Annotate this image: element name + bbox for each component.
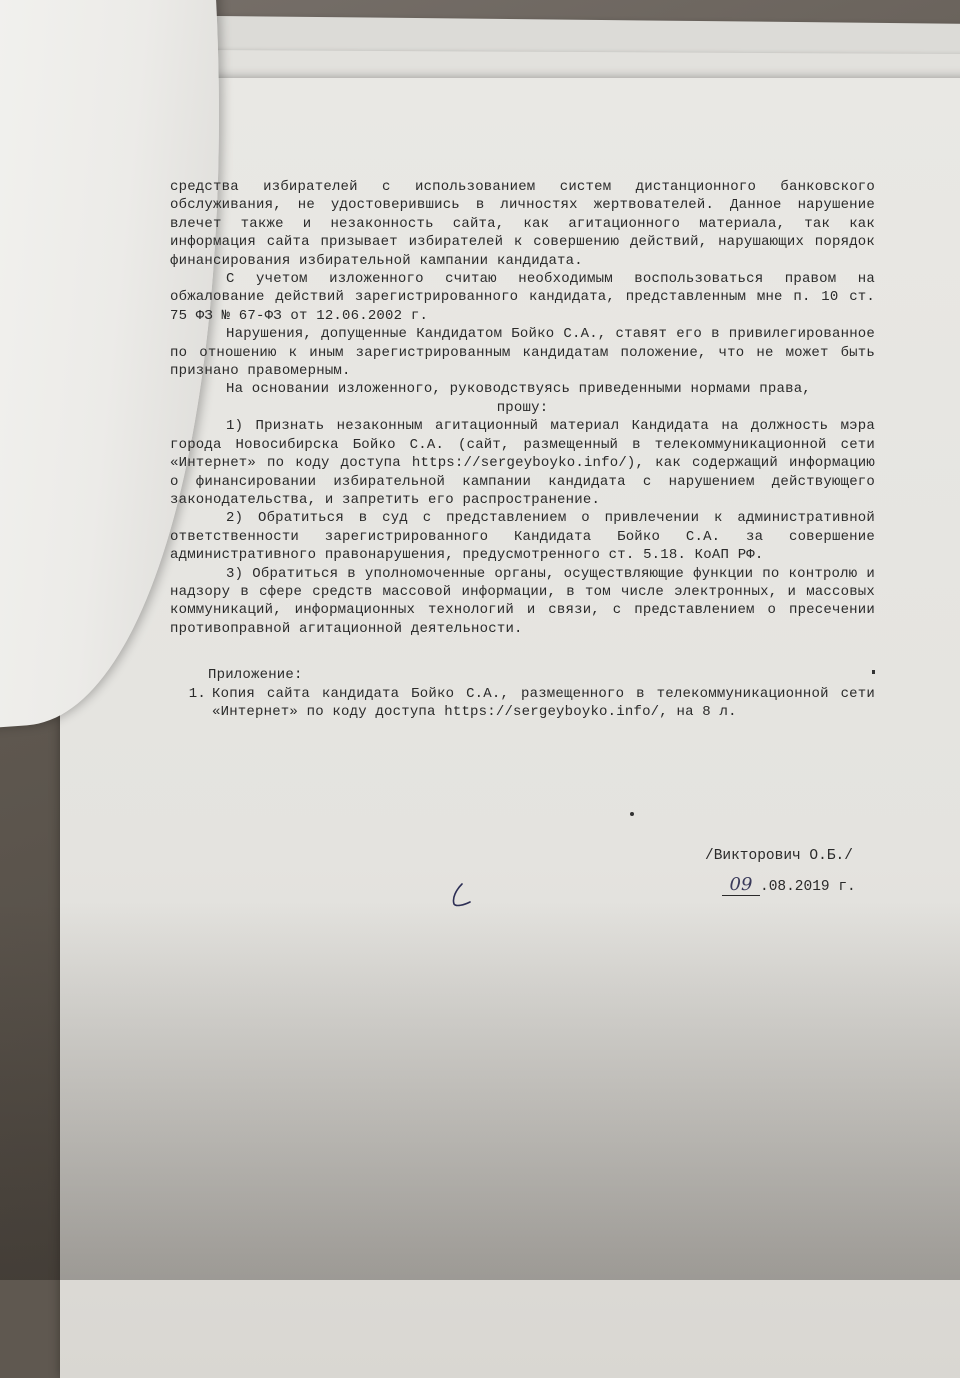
- signature-date: [722, 874, 856, 896]
- ink-dot: [630, 812, 634, 816]
- paragraph: С учетом изложенного считаю необходимым воспользоваться правом на обжалование действий зарегистрированного кандидата, представленным мне п. 10 ст. 75 ФЗ № 67-ФЗ от 12.06.2002 г.: [170, 271, 875, 324]
- appendix-item: [170, 685, 875, 722]
- paragraph: Нарушения, допущенные Кандидатом Бойко С.А., ставят его в привилегированное по отношению к иным зарегистрированным кандидатам положение, что не может быть признано правомерным.: [170, 326, 875, 380]
- paragraph: средства избирателей с использованием систем дистанционного банковского обслуживания, не удостоверившись в личностях жертвователей. Данное нарушение влечет также и незаконность сайта, как агитационного материала, так как информация сайта призывает избирателей к совершению действий, нарушающих порядок финансирования избирательной кампании кандидата.: [170, 179, 875, 269]
- document-body: [170, 178, 875, 721]
- appendix-item-text: Копия сайта кандидата Бойко С.А., размещенного в телекоммуникационной сети «Интернет» по коду доступа https://sergeyboyko.info/, на 8 л.: [212, 685, 875, 720]
- handwritten-mark-icon: [448, 880, 478, 910]
- date-rest: .08.2019 г.: [760, 879, 856, 895]
- handwritten-day: 09: [722, 874, 760, 896]
- request-heading: прошу:: [496, 399, 549, 416]
- paragraph: На основании изложенного, руководствуясь приведенными нормами права,: [226, 381, 811, 398]
- request-item: 2) Обратиться в суд с представлением о привлечении к административной ответственности зарегистрированного Кандидата Бойко С.А. за совершение административного правонарушения, предусмотренного ст. 5.18. КоАП РФ.: [170, 510, 875, 564]
- appendix-title: Приложение:: [208, 667, 303, 684]
- appendix: [170, 666, 875, 721]
- appendix-item-number: 1.: [188, 685, 206, 702]
- signature-name: /Викторович О.Б./: [705, 848, 853, 864]
- request-item: 3) Обратиться в уполномоченные органы, осуществляющие функции по контролю и надзору в сфере средств массовой информации, в том числе электронных, и массовых коммуникаций, информационных технологий и связи, с представлением о пресечении противоправной агитационной деятельности.: [170, 565, 875, 637]
- request-item: 1) Признать незаконным агитационный материал Кандидата на должность мэра города Новосибирска Бойко С.А. (сайт, размещенный в телекоммуникационной сети «Интернет» по коду доступа https://sergeyboyko.info/), как содержащий информацию о финансировании избирательной кампании кандидата с нарушением действующего законодательства, и запретить его распространение.: [170, 418, 875, 508]
- ink-mark: [872, 670, 875, 674]
